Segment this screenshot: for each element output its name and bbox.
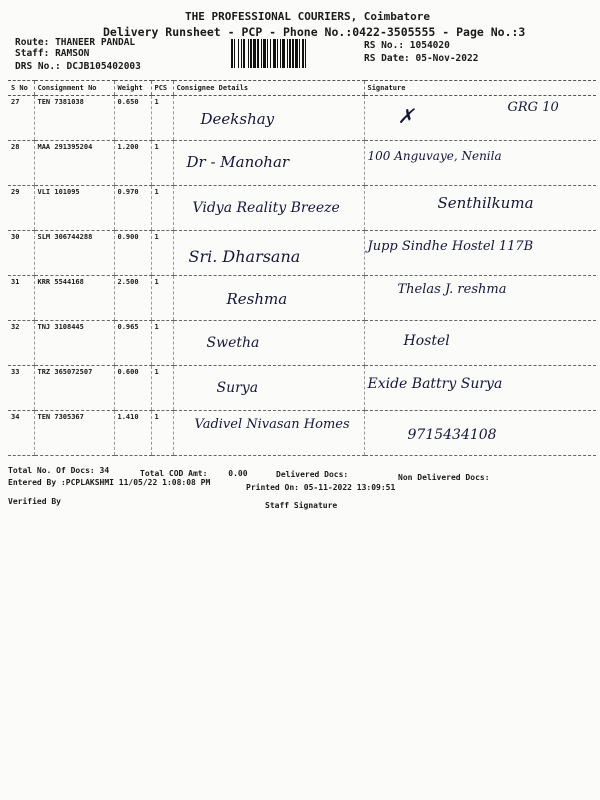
drs-label: DRS No.: <box>15 61 61 72</box>
weight-cell: 0.900 <box>114 231 151 276</box>
total-docs-label: Total No. Of Docs: <box>8 466 95 475</box>
consignment-cell: TNJ 3108445 <box>34 321 114 366</box>
weight-cell: 0.650 <box>114 96 151 141</box>
table-row <box>8 231 596 276</box>
col-header-sno: S No <box>8 81 34 96</box>
rs-no-line <box>364 40 450 51</box>
table-row <box>8 276 596 321</box>
pcs-cell: 1 <box>151 321 173 366</box>
signature-cell <box>364 411 596 456</box>
consignment-cell: SLM 306744288 <box>34 231 114 276</box>
consignee-cell <box>173 411 364 456</box>
drs-line <box>15 61 141 72</box>
consignment-cell: KRR 5544168 <box>34 276 114 321</box>
staff-line <box>15 48 89 59</box>
pcs-cell: 1 <box>151 141 173 186</box>
table-row <box>8 141 596 186</box>
table-row <box>8 321 596 366</box>
consignee-handwriting: Sri. Dharsana <box>188 247 301 266</box>
total-cod-value: 0.00 <box>228 469 248 478</box>
signature-handwriting: Senthilkuma <box>437 194 534 212</box>
printed-on: Printed On: 05-11-2022 13:09:51 <box>246 483 396 492</box>
total-cod-label: Total COD Amt: <box>140 469 208 478</box>
rs-date-label: RS Date: <box>364 53 410 64</box>
pcs-cell: 1 <box>151 96 173 141</box>
signature-cell <box>364 186 596 231</box>
table-row <box>8 411 596 456</box>
sno-cell: 29 <box>8 186 34 231</box>
pcs-cell: 1 <box>151 231 173 276</box>
col-header-consignee: Consignee Details <box>173 81 364 96</box>
consignment-cell: MAA 291395204 <box>34 141 114 186</box>
staff-label: Staff: <box>15 48 50 59</box>
consignee-handwriting: Vadivel Nivasan Homes <box>194 417 350 432</box>
consignment-cell: TEN 7305367 <box>34 411 114 456</box>
entered-by: Entered By :PCPLAKSHMI 11/05/22 1:08:08 PM <box>8 478 211 487</box>
runsheet-table <box>8 80 596 456</box>
consignee-handwriting: Swetha <box>206 335 260 351</box>
table-row <box>8 96 596 141</box>
total-docs-value: 34 <box>99 466 110 475</box>
sno-cell: 33 <box>8 366 34 411</box>
pcs-cell: 1 <box>151 186 173 231</box>
sno-cell: 31 <box>8 276 34 321</box>
sno-cell: 27 <box>8 96 34 141</box>
total-docs <box>8 466 109 475</box>
document-title: THE PROFESSIONAL COURIERS, Coimbatore <box>185 10 431 23</box>
rs-no-label: RS No.: <box>364 40 405 51</box>
weight-cell: 1.410 <box>114 411 151 456</box>
consignee-handwriting: Dr - Manohar <box>186 153 290 171</box>
consignee-handwriting: Surya <box>216 380 259 396</box>
signature-cell <box>364 231 596 276</box>
consignment-cell: TRZ 365072507 <box>34 366 114 411</box>
signature-handwriting: Thelas J. reshma <box>397 282 507 297</box>
sno-cell: 28 <box>8 141 34 186</box>
consignee-cell <box>173 231 364 276</box>
signature-handwriting: 100 Anguvaye, Nenila <box>367 149 502 163</box>
pcs-cell: 1 <box>151 411 173 456</box>
sno-cell: 32 <box>8 321 34 366</box>
table-row <box>8 366 596 411</box>
consignee-cell <box>173 276 364 321</box>
barcode-image <box>231 39 359 68</box>
weight-cell: 2.500 <box>114 276 151 321</box>
consignment-cell: TEN 7381038 <box>34 96 114 141</box>
total-cod <box>140 469 248 478</box>
rs-date-value: 05-Nov-2022 <box>415 53 479 64</box>
delivered-docs-label: Delivered Docs: <box>276 470 349 479</box>
staff-value: RAMSON <box>55 48 90 59</box>
weight-cell: 0.600 <box>114 366 151 411</box>
col-header-pcs: PCS <box>151 81 173 96</box>
non-delivered-docs-label: Non Delivered Docs: <box>398 473 490 482</box>
runsheet-subtitle: Delivery Runsheet - PCP - Phone No.:0422-3505555 - Page No.:3 <box>103 25 526 39</box>
consignee-handwriting: Deekshay <box>200 110 275 128</box>
signature-cell <box>364 321 596 366</box>
weight-cell: 0.965 <box>114 321 151 366</box>
route-label: Route: <box>15 37 50 48</box>
rs-date-line <box>364 53 478 64</box>
signature-cell <box>364 276 596 321</box>
weight-cell: 1.200 <box>114 141 151 186</box>
col-header-weight: Weight <box>114 81 151 96</box>
signature-cell <box>364 366 596 411</box>
col-header-signature: Signature <box>364 81 596 96</box>
route-value: THANEER PANDAL <box>55 37 136 48</box>
signature-handwriting: Hostel <box>403 333 450 349</box>
consignment-cell: VLI 101095 <box>34 186 114 231</box>
signature-handwriting: 9715434108 <box>407 427 497 443</box>
signature-cell <box>364 96 596 141</box>
sno-cell: 34 <box>8 411 34 456</box>
staff-signature-label: Staff Signature <box>265 501 338 510</box>
verified-by-label: Verified By <box>8 497 61 506</box>
signature-handwriting: GRG 10 <box>507 100 559 115</box>
table-header-row <box>8 81 596 96</box>
pcs-cell: 1 <box>151 276 173 321</box>
consignee-handwriting: Reshma <box>226 290 288 308</box>
rs-no-value: 1054020 <box>409 40 450 51</box>
table-row <box>8 186 596 231</box>
weight-cell: 0.970 <box>114 186 151 231</box>
consignee-cell <box>173 141 364 186</box>
consignee-cell <box>173 186 364 231</box>
consignee-handwriting: Vidya Reality Breeze <box>192 200 340 216</box>
consignee-cell <box>173 321 364 366</box>
signature-mark: ✗ <box>397 104 415 128</box>
route-line <box>15 37 135 48</box>
sno-cell: 30 <box>8 231 34 276</box>
consignee-cell <box>173 366 364 411</box>
signature-handwriting: Jupp Sindhe Hostel 117B <box>367 239 534 254</box>
pcs-cell: 1 <box>151 366 173 411</box>
signature-cell <box>364 141 596 186</box>
col-header-consignment: Consignment No <box>34 81 114 96</box>
signature-handwriting: Exide Battry Surya <box>367 376 503 392</box>
drs-value: DCJB105402003 <box>66 61 141 72</box>
consignee-cell <box>173 96 364 141</box>
